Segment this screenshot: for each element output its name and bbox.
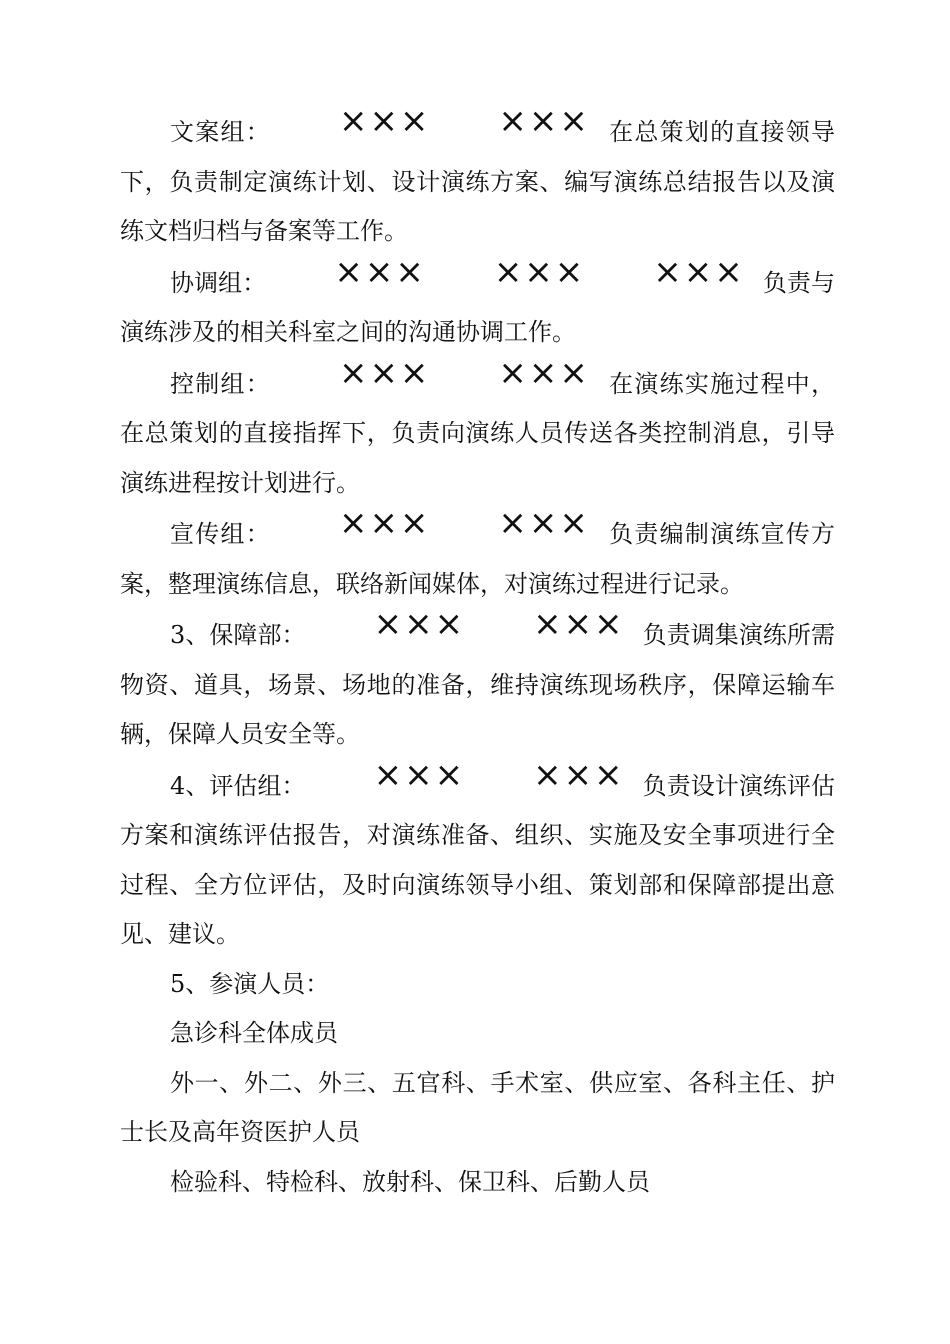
group-description: 负责编制演练宣传方案，整理演练信息，联络新闻媒体，对演练过程进行记录。 — [120, 520, 836, 598]
member-name: ××× — [338, 101, 431, 141]
group-description: 在总策划的直接领导下，负责制定演练计划、设计演练方案、编写演练总结报告以及演练文档归档与备案等工作。 — [120, 118, 836, 245]
participants-line: 外一、外二、外三、五官科、手术室、供应室、各科主任、护士长及高年资医护人员 — [120, 1068, 835, 1146]
member-name: ××× — [653, 251, 745, 292]
member-name: ××× — [498, 352, 590, 393]
member-name: ××× — [373, 754, 466, 795]
member-name: ××× — [373, 604, 466, 644]
paragraph-publicity-group — [120, 503, 836, 609]
group-label: 宣传组： — [170, 520, 271, 548]
member-name: ××× — [338, 352, 431, 393]
group-label: 协调组： — [170, 268, 267, 297]
paragraph-coordination-group — [120, 251, 836, 358]
participants-heading: 5、参演人员： — [170, 969, 330, 998]
group-label: 文案组： — [170, 118, 271, 146]
paragraph-copywriting-group — [120, 101, 836, 257]
document-page — [120, 101, 836, 1207]
group-description: 负责与演练涉及的相关科室之间的沟通协调工作。 — [120, 268, 836, 346]
group-label: 控制组： — [170, 369, 271, 398]
paragraph-control-group — [120, 352, 836, 509]
member-name: ××× — [498, 503, 590, 543]
member-name: ××× — [493, 251, 586, 292]
member-name: ××× — [338, 503, 431, 543]
participants-line: 检验科、特检科、放射科、保卫科、后勤人员 — [170, 1167, 650, 1196]
member-name: ××× — [498, 101, 590, 141]
paragraph-evaluation-group — [120, 754, 835, 960]
group-description: 在演练实施过程中，在总策划的直接指挥下，负责向演练人员传送各类控制消息，引导演练进程按计划进行。 — [120, 369, 836, 497]
group-description: 负责设计演练评估方案和演练评估报告，对演练准备、组织、实施及安全事项进行全过程、全方位评估，及时向演练领导小组、策划部和保障部提出意见、建议。 — [120, 771, 835, 948]
participants-line: 急诊科全体成员 — [170, 1019, 338, 1047]
member-name: ××× — [533, 754, 625, 795]
group-label: 3、保障部： — [170, 621, 306, 649]
group-description: 负责调集演练所需物资、道具，场景、场地的准备，维持演练现场秩序，保障运输车辆，保障人员安全等。 — [120, 621, 835, 748]
member-name: ××× — [334, 251, 426, 292]
paragraph-support-department — [120, 604, 835, 760]
member-name: ××× — [533, 604, 625, 644]
group-label: 4、评估组： — [170, 771, 306, 800]
